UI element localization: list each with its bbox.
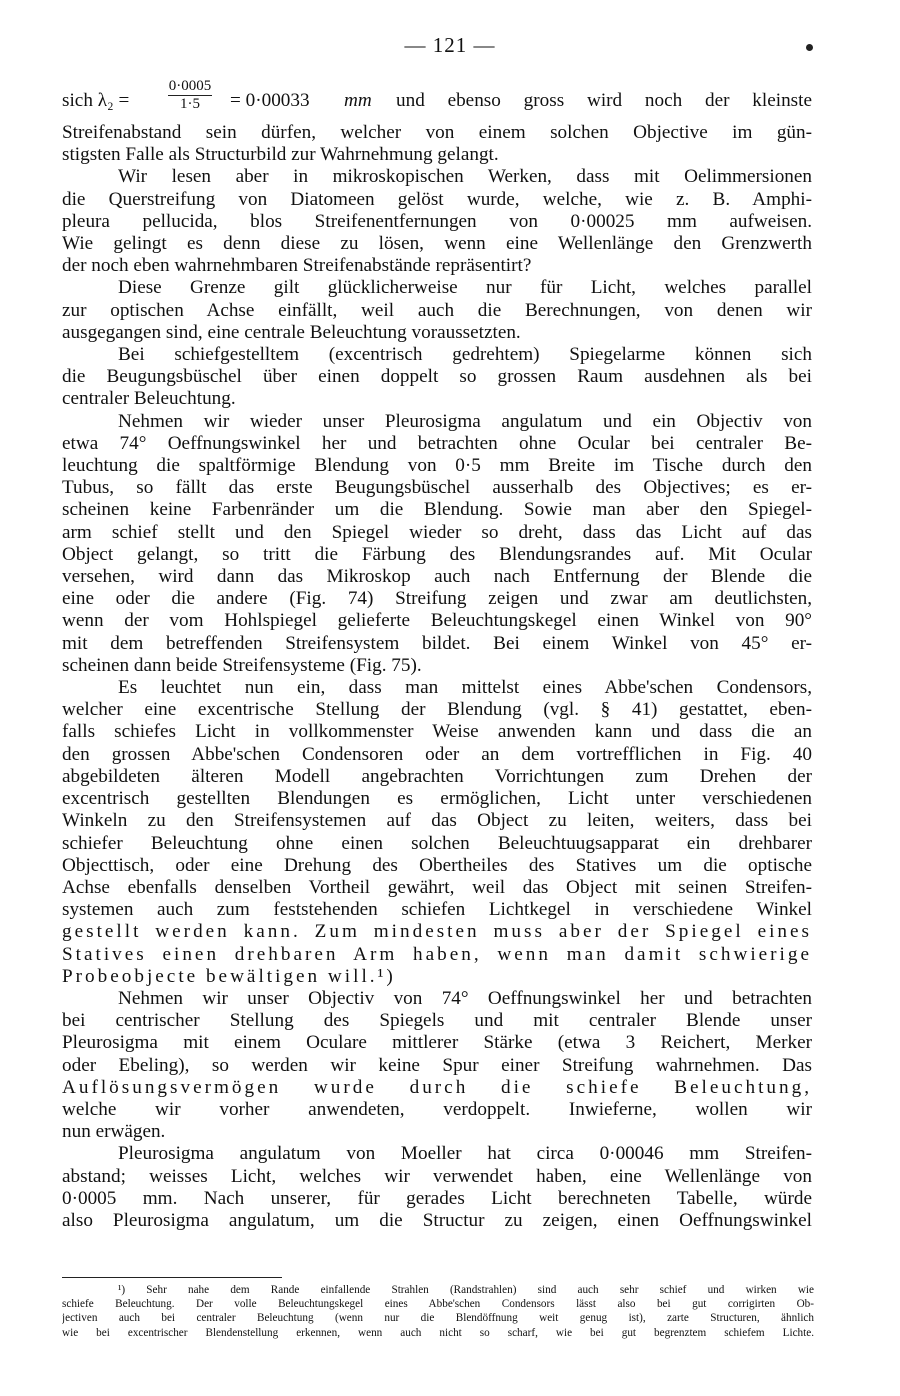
fraction xyxy=(168,78,212,113)
text-line: welche wir vorher anwendeten, verdoppelt. Inwieferne, wollen wir xyxy=(62,1098,812,1120)
formula-line xyxy=(62,78,812,122)
text-line: Bei schiefgestelltem (excentrisch gedrehtem) Spiegelarme können sich xyxy=(118,344,812,366)
text-line: systemen auch zum feststehenden schiefen Lichtkegel in verschiedene Winkel xyxy=(62,899,812,921)
text-line: der noch eben wahrnehmbaren Streifenabstände repräsentirt? xyxy=(62,255,532,277)
text-line: stigsten Falle als Structurbild zur Wahrnehmung gelangt. xyxy=(62,144,499,166)
text-line: Es leuchtet nun ein, dass man mittelst eines Abbe'schen Condensors, xyxy=(118,677,812,699)
text-line: Tubus, so fällt das erste Beugungsbüschel ausserhalb des Objectives; es er- xyxy=(62,477,812,499)
formula-continuation: und ebenso gross wird noch der kleinste xyxy=(396,90,812,111)
text-line: Auflösungsvermögen wurde durch die schiefe Beleuchtung, xyxy=(62,1076,812,1098)
text-line: centraler Beleuchtung. xyxy=(62,388,236,410)
text-line: abstand; weisses Licht, welches wir verwendet haben, eine Wellenlänge von xyxy=(62,1165,812,1187)
text-line: zur optischen Achse einfällt, weil auch die Berechnungen, von denen wir xyxy=(62,299,812,321)
text-line: Statives einen drehbaren Arm haben, wenn man damit schwierige xyxy=(62,943,812,965)
footnote-line: ¹) Sehr nahe dem Rande einfallende Strahlen (Randstrahlen) sind auch sehr schief und wirken wie xyxy=(118,1284,814,1296)
ink-dot xyxy=(806,44,813,51)
text-line: eine oder die andere (Fig. 74) Streifung zeigen und zwar am deutlichsten, xyxy=(62,588,812,610)
text-line: also Pleurosigma angulatum, um die Structur zu zeigen, einen Oeffnungswinkel xyxy=(62,1209,812,1231)
text-line: gestellt werden kann. Zum mindesten muss aber der Spiegel eines xyxy=(62,921,812,943)
text-line: ausgegangen sind, eine centrale Beleuchtung voraussetzten. xyxy=(62,321,521,343)
text-line: arm schief stellt und den Spiegel wieder so dreht, dass das Licht auf das xyxy=(62,521,812,543)
footnote-line: jectiven auch bei centraler Beleuchtung (wenn nur die Blendöffnung weit genug ist), zarte Structuren, ähnlich xyxy=(62,1312,814,1325)
text-line: Nehmen wir unser Objectiv von 74° Oeffnungswinkel her und betrachten xyxy=(118,987,812,1009)
footnote-line: wie bei excentrischer Blendenstellung erkennen, wenn auch nicht so scharf, wie bei gut begrenztem schiefem Lichte. xyxy=(62,1326,814,1339)
text-line: Object gelangt, so tritt die Färbung des Blendungsrandes auf. Mit Ocular xyxy=(62,543,812,565)
footnote-rule xyxy=(62,1277,282,1278)
formula-unit: mm xyxy=(344,90,372,111)
text-line: Diese Grenze gilt glücklicherweise nur für Licht, welches parallel xyxy=(118,277,812,299)
text-line: pleura pellucida, blos Streifenentfernungen von 0·00025 mm aufweisen. xyxy=(62,210,812,232)
text-line: versehen, wird dann das Mikroskop auch nach Entfernung der Blende die xyxy=(62,566,812,588)
text-line: Achse ebenfalls denselben Vortheil gewährt, weil das Object mit seinen Streifen- xyxy=(62,876,812,898)
text-line: abgebildeten älteren Modell angebrachten Vorrichtungen zum Drehen der xyxy=(62,765,812,787)
page-number: — 121 — xyxy=(404,33,496,57)
text-line: scheinen keine Farbenränder um die Blendung. Sowie man aber den Spiegel- xyxy=(62,499,812,521)
text-line: mit dem betreffenden Streifensystem bildet. Bei einem Winkel von 45° er- xyxy=(62,632,812,654)
body-text xyxy=(62,78,812,1232)
text-line: den grossen Abbe'schen Condensoren oder an dem vortrefflichen in Fig. 40 xyxy=(62,743,812,765)
text-line: Nehmen wir wieder unser Pleurosigma angulatum und ein Objectiv von xyxy=(118,410,812,432)
text-line: Wie gelingt es denn diese zu lösen, wenn eine Wellenlänge den Grenzwerth xyxy=(62,233,812,255)
text-line: Streifenabstand sein dürfen, welcher von einem solchen Objective im gün- xyxy=(62,122,812,143)
footnote xyxy=(62,1283,814,1340)
text-line: leuchtung die spaltförmige Blendung von 0·5 mm Breite im Tische durch den xyxy=(62,455,812,477)
formula-result: = 0·00033 xyxy=(230,90,310,111)
text-line: die Querstreifung von Diatomeen gelöst wurde, welche, wie z. B. Amphi- xyxy=(62,188,812,210)
text-line: 0·0005 mm. Nach unserer, für gerades Licht berechneten Tabelle, würde xyxy=(62,1187,812,1209)
text-line: falls schiefes Licht in vollkommenster Weise anwenden kann und dass die an xyxy=(62,721,812,743)
text-line: schiefer Beleuchtung ohne einen solchen Beleuchtuugsapparat ein drehbarer xyxy=(62,832,812,854)
text-line: Winkeln zu den Streifensystemen auf das Object zu leiten, weiters, dass bei xyxy=(62,810,812,832)
text-line: Pleurosigma angulatum von Moeller hat circa 0·00046 mm Streifen- xyxy=(118,1143,812,1165)
text-line: Wir lesen aber in mikroskopischen Werken, dass mit Oelimmersionen xyxy=(118,166,812,188)
fraction-numerator: 0·0005 xyxy=(168,78,212,94)
text-line: Pleurosigma mit einem Oculare mittlerer Stärke (etwa 3 Reichert, Merker xyxy=(62,1032,812,1054)
text-line: oder Ebeling), so werden wir keine Spur einer Streifung wahrnehmen. Das xyxy=(62,1054,812,1076)
text-line: die Beugungsbüschel über einen doppelt so grossen Raum ausdehnen als bei xyxy=(62,366,812,388)
text-line: bei centrischer Stellung des Spiegels und mit centraler Blende unser xyxy=(62,1010,812,1032)
text-line: scheinen dann beide Streifensysteme (Fig. 75). xyxy=(62,654,422,676)
text-line: Objecttisch, oder eine Drehung des Obertheiles des Statives um die optische xyxy=(62,854,812,876)
text-line: Probeobjecte bewältigen will.¹) xyxy=(62,965,396,987)
text-line: nun erwägen. xyxy=(62,1121,166,1143)
text-line: welcher eine excentrische Stellung der Blendung (vgl. § 41) gestattet, eben- xyxy=(62,699,812,721)
footnote-line: schiefe Beleuchtung. Der volle Beleuchtungskegel eines Abbe'schen Condensors lässt also bei gut corrigirten Ob- xyxy=(62,1298,814,1311)
formula-lead: sich λ₂ = xyxy=(62,90,130,111)
text-line: wenn der vom Hohlspiegel gelieferte Beleuchtungskegel einen Winkel von 90° xyxy=(62,610,812,632)
fraction-denominator: 1·5 xyxy=(180,96,200,112)
text-line: excentrisch gestellten Blendungen es ermöglichen, Licht unter verschiedenen xyxy=(62,788,812,810)
text-line: etwa 74° Oeffnungswinkel her und betrachten ohne Ocular bei centraler Be- xyxy=(62,432,812,454)
